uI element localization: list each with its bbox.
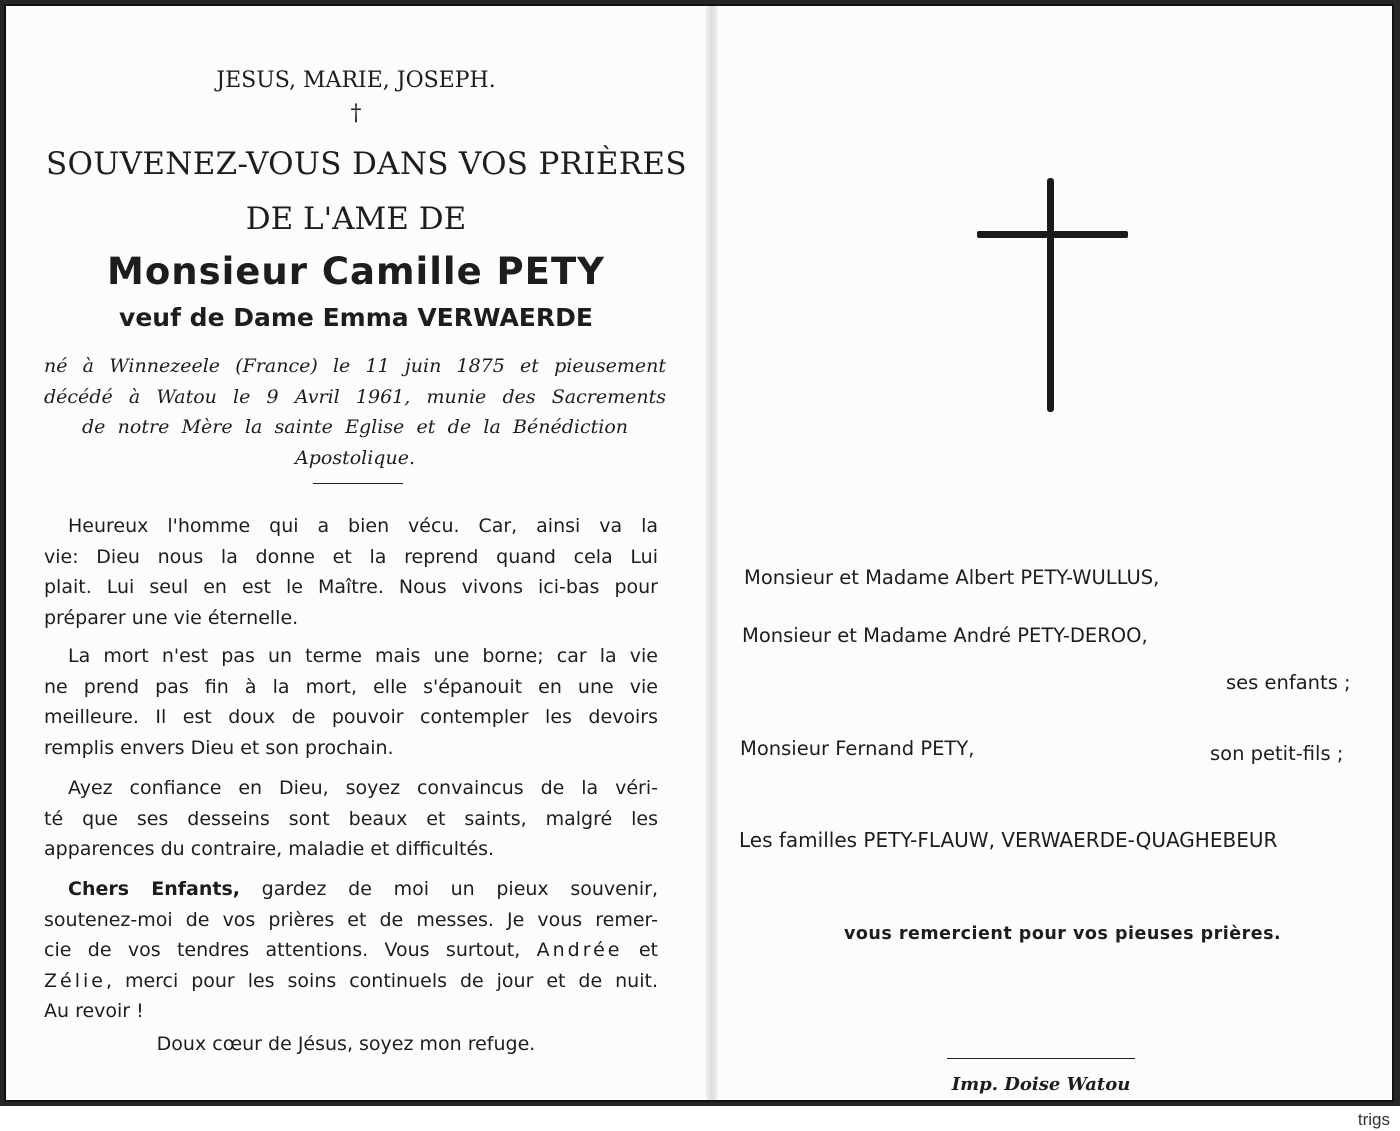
cross-icon [1047, 178, 1054, 412]
paragraph-3 [44, 773, 658, 865]
text-segment: et [622, 939, 658, 961]
watermark: trigs [1357, 1110, 1390, 1129]
deceased-name: Monsieur Camille PETY [107, 250, 605, 293]
text-line: Heureux l'homme qui a bien vécu. Car, ainsi va la [68, 515, 658, 537]
bio-line: décédé à Watou le 9 Avril 1961, munie des Sacrements [44, 385, 666, 408]
bio-line: de notre Mère la sainte Eglise et de la Bénédiction [82, 416, 628, 438]
printer-credit: Imp. Doise Watou [951, 1074, 1131, 1095]
text-line: ne prend pas fin à la mort, elle s'épanouit en une vie [44, 675, 658, 698]
text-line [44, 935, 658, 966]
text-line: remplis envers Dieu et son prochain. [44, 736, 394, 759]
cross-icon-bar [977, 231, 1128, 238]
text-line: Au revoir ! [44, 1000, 144, 1022]
heading-line-2: DE L'AME DE [245, 201, 467, 237]
small-cross-icon: † [350, 101, 362, 126]
text-line: té que ses desseins sont beaux et saints, malgré les [44, 807, 658, 830]
text-segment: cie de vos tendres attentions. Vous surtout, [44, 939, 537, 961]
divider [313, 483, 403, 484]
bio-line: Apostolique. [295, 446, 415, 469]
families-line: Les familles PETY-FLAUW, VERWAERDE-QUAGHEBEUR [739, 828, 1278, 852]
grandson-label: son petit-fils ; [1210, 742, 1344, 765]
widow-of: veuf de Dame Emma VERWAERDE [119, 303, 593, 332]
children-label: ses enfants ; [1226, 671, 1351, 694]
thanks-line: vous remercient pour vos pieuses prières. [844, 924, 1282, 944]
heading-line-1: SOUVENEZ-VOUS DANS VOS PRIÈRES [46, 146, 687, 182]
text-segment: , merci pour les soins continuels de jour et de nuit. [105, 969, 658, 992]
children-address: Chers Enfants, [68, 878, 240, 900]
divider [947, 1058, 1135, 1059]
text-line: soutenez-moi de vos prières et de messes. Je vous remer- [44, 908, 658, 931]
paragraph-1 [44, 511, 658, 633]
name-zelie: Zélie [44, 969, 106, 992]
text-line [44, 966, 658, 997]
memorial-card [4, 4, 1394, 1102]
text-line: préparer une vie éternelle. [44, 606, 299, 629]
text-line [44, 874, 658, 905]
name-andree: Andrée [536, 939, 623, 961]
text-line: La mort n'est pas un terme mais une borne; car la vie [68, 645, 658, 667]
card-fold [706, 6, 718, 1100]
text-line: Ayez confiance en Dieu, soyez convaincus de la véri- [68, 777, 658, 799]
paragraph-2 [44, 641, 658, 763]
grandson-name: Monsieur Fernand PETY, [740, 737, 975, 760]
invocation: JESUS, MARIE, JOSEPH. [216, 68, 496, 93]
text-line: apparences du contraire, maladie et difficultés. [44, 838, 495, 860]
text-segment: gardez de moi un pieux souvenir, [239, 878, 658, 900]
bio-line: né à Winnezeele (France) le 11 juin 1875 et pieusement [44, 355, 666, 377]
closing-prayer: Doux cœur de Jésus, soyez mon refuge. [156, 1033, 536, 1055]
family-line-1: Monsieur et Madame Albert PETY-WULLUS, [744, 566, 1160, 589]
text-line: meilleure. Il est doux de pouvoir contempler les devoirs [44, 706, 658, 728]
paragraph-4 [44, 874, 658, 1027]
bottom-strip [0, 1106, 1400, 1131]
text-line: plait. Lui seul en est le Maître. Nous vivons ici-bas pour [44, 576, 658, 598]
text-line: vie: Dieu nous la donne et la reprend quand cela Lui [44, 545, 658, 568]
biography [44, 351, 666, 473]
family-line-2: Monsieur et Madame André PETY-DEROO, [742, 624, 1148, 647]
